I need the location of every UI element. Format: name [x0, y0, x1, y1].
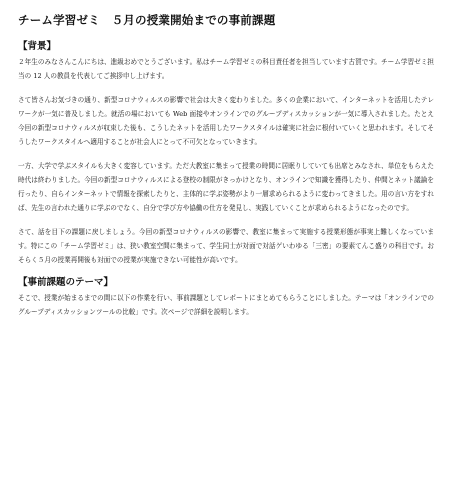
section-background — [18, 38, 434, 267]
paragraph-greeting: ２年生のみなさんこんにちは、進級おめでとうございます。私はチーム学習ゼミの科目責任者を担当しています古賀です。チーム学習ゼミ担当の 12 人の教員を代表してご挨拶申し上げます。 — [18, 58, 434, 80]
section-heading-theme: 【事前課題のテーマ】 — [18, 277, 114, 288]
paragraph-society-change: さて皆さんお気づきの通り、新型コロナウィルスの影響で社会は大きく変わりました。多くの企業において、インターネットを活用したテレワークが一気に普及しました。就活の場においても Web 面接やオンラインでのグループディスカッションが一気に導入されました。たとえ今回の新型コロナウィルスが収束した後も、こうしたネットを活用したワークスタイルは確実に社会に根付いていくと思われます。そしてそうしたワークスタイルへ適用することが社会人にとって不可欠となっていきます。 — [18, 96, 434, 146]
paragraph-learning-style: 一方、大学で学ぶスタイルも大きく変容しています。ただ大教室に集まって授業の時間に居眠りしていても出席とみなされ、単位をもらえた時代は終わりました。今回の新型コロナウィルスによる登校の制限がきっかけとなり、オンラインで知識を獲得したり、仲間とネット議論を行ったり、自らインターネットで情報を探索したりと、主体的に学ぶ姿勢がより一層求められるように変わってきました。用の言い方をすれば、先生の言われた通りに学ぶのでなく、自分で学び方や協働の仕方を発見し、実践していくことが求められるようになったのです。 — [18, 162, 434, 212]
section-heading-background: 【背景】 — [18, 41, 57, 52]
paragraph-assignment: そこで、授業が始まるまでの間に以下の作業を行い、事前課題としてレポートにまとめてもらうことにしました。テーマは「オンラインでのグループディスカッションツールの比較」です。次ページで詳細を説明します。 — [18, 294, 434, 316]
document-title: チーム学習ゼミ ５月の授業開始までの事前課題 — [18, 13, 276, 27]
paragraph-current-issue: さて、話を目下の課題に戻しましょう。今回の新型コロナウィルスの影響で、教室に集まって実施する授業形態が事実上難しくなっています。特にこの「チーム学習ゼミ」は、狭い教室空間に集まって、学生同士が対面で対話ゲいわゆる「三密」の要素てんこ盛りの科目です。おそらく５月の授業再開後も対面での授業が実施できない可能性が高いです。 — [18, 228, 434, 264]
section-theme — [18, 274, 434, 319]
